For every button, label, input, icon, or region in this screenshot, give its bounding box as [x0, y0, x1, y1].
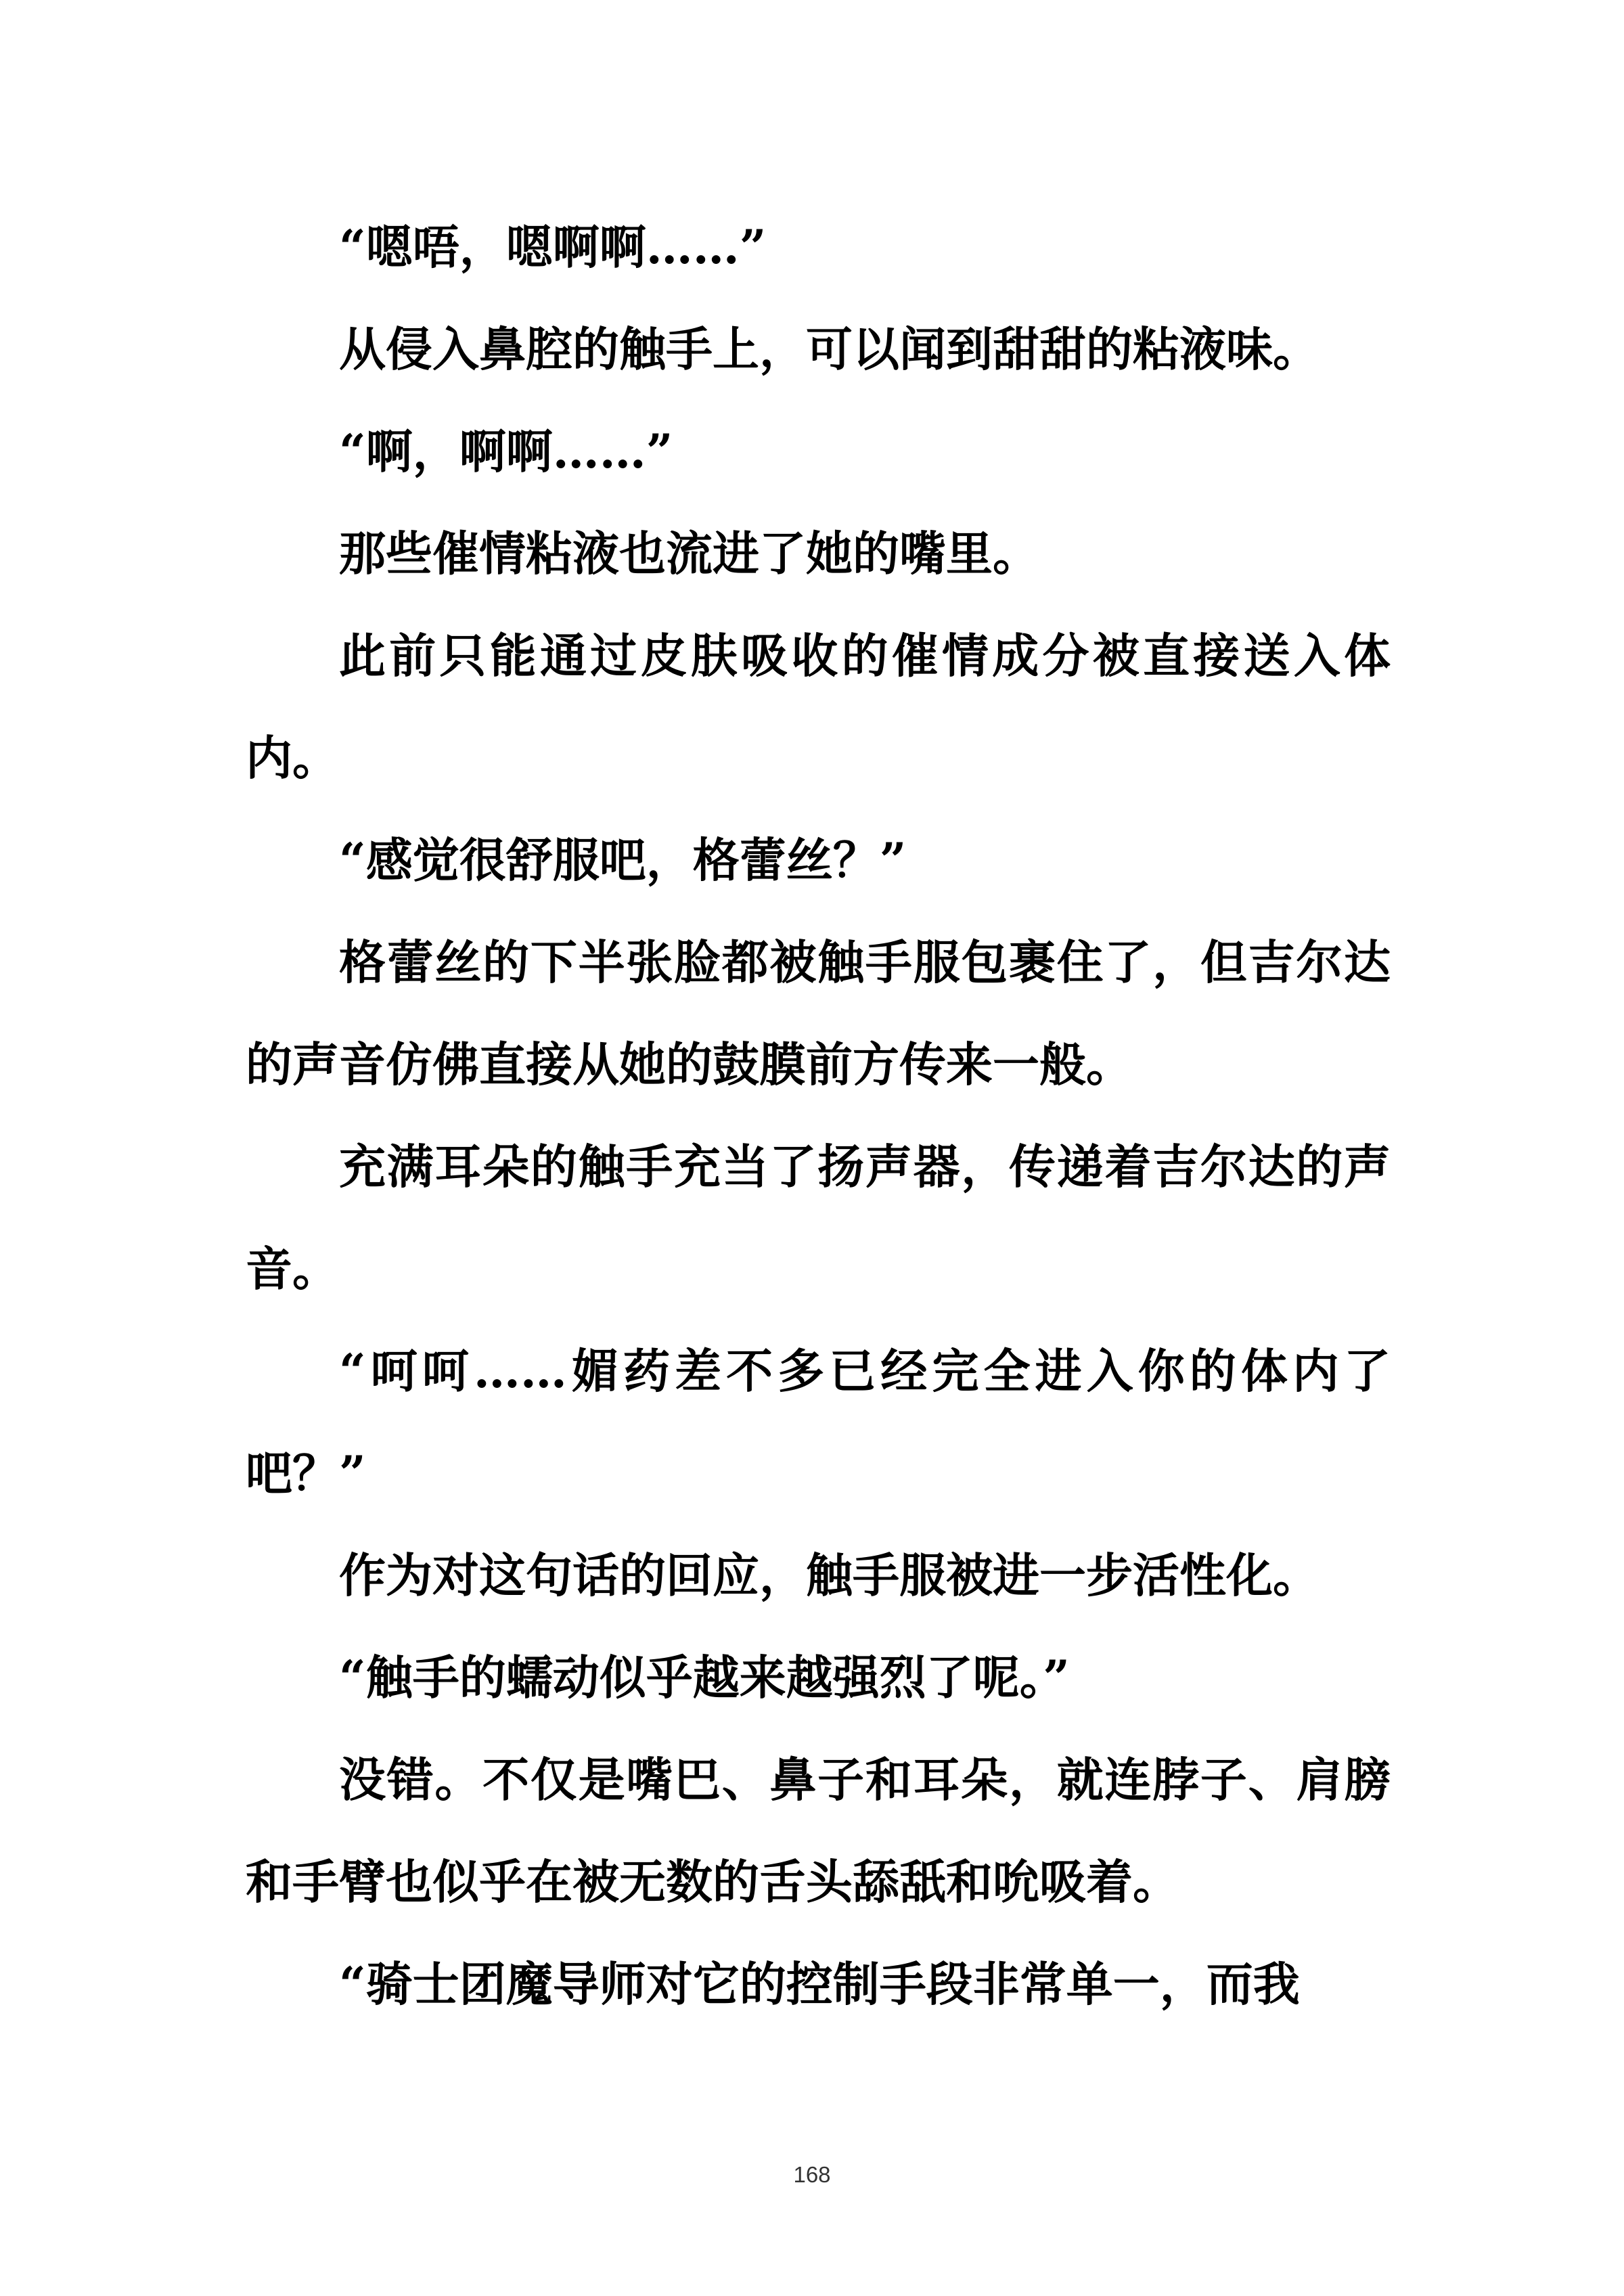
paragraph: 那些催情粘液也流进了她的嘴里。 [339, 526, 1039, 581]
paragraph: “啊，啊啊……” [339, 424, 673, 479]
paragraph: “触手的蠕动似乎越来越强烈了呢。” [339, 1650, 1070, 1705]
page-number: 168 [793, 2162, 831, 2187]
paragraph: 此前只能通过皮肤吸收的催情成分被直接送入体内。 [246, 629, 1391, 786]
paragraph: “嗯唔，嗯啊啊……” [339, 220, 767, 275]
paragraph: “骑士团魔导师对它的控制手段非常单一，而我 [339, 1957, 1300, 2012]
body-text [246, 196, 1391, 2035]
paragraph: 充满耳朵的触手充当了扬声器，传递着吉尔达的声音。 [246, 1140, 1391, 1297]
paragraph: 没错。不仅是嘴巴、鼻子和耳朵，就连脖子、肩膀和手臂也似乎在被无数的舌头舔舐和吮吸着。 [246, 1753, 1391, 1910]
paragraph: 从侵入鼻腔的触手上，可以闻到甜甜的粘液味。 [339, 322, 1320, 377]
paragraph: “呵呵……媚药差不多已经完全进入你的体内了吧？” [246, 1344, 1391, 1501]
paragraph: “感觉很舒服吧，格蕾丝？” [339, 833, 907, 888]
paragraph: 格蕾丝的下半张脸都被触手服包裹住了，但吉尔达的声音仿佛直接从她的鼓膜前方传来一般。 [246, 935, 1391, 1092]
paragraph: 作为对这句话的回应，触手服被进一步活性化。 [339, 1548, 1320, 1603]
